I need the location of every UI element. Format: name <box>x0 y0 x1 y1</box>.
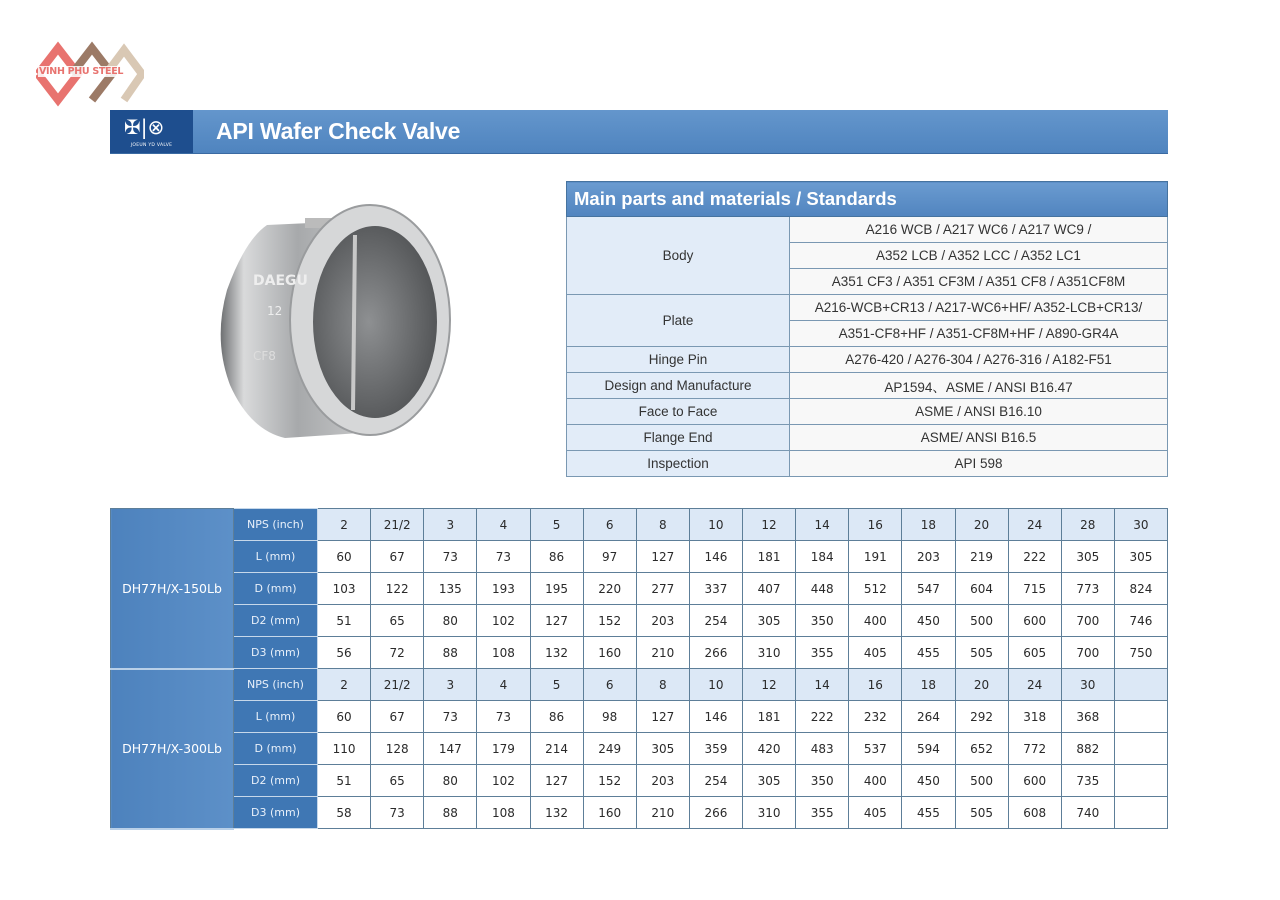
material-spec: AP1594、ASME / ANSI B16.47 <box>790 373 1168 399</box>
material-spec: ASME / ANSI B16.10 <box>790 399 1168 425</box>
dimension-cell: 773 <box>1061 573 1114 605</box>
dimension-cell: 146 <box>689 541 742 573</box>
brand-emblem-icon: ✠|⊗ <box>124 115 165 139</box>
dimension-cell: 12 <box>743 509 796 541</box>
dimension-cell: 12 <box>743 669 796 701</box>
dimension-cell: 420 <box>743 733 796 765</box>
material-part-label: Inspection <box>567 451 790 477</box>
dimension-cell: 359 <box>689 733 742 765</box>
dimension-cell: 355 <box>796 637 849 669</box>
dimension-cell: 735 <box>1061 765 1114 797</box>
materials-row <box>567 373 1168 399</box>
dimension-cell: 60 <box>318 701 371 733</box>
title-banner <box>110 110 1168 154</box>
dimension-cell: 102 <box>477 605 530 637</box>
model-label: DH77H/X-150Lb <box>111 509 234 669</box>
row-label: D (mm) <box>234 733 318 765</box>
dimension-cell: 700 <box>1061 637 1114 669</box>
dimension-cell: 30 <box>1061 669 1114 701</box>
dimension-cell: 146 <box>689 701 742 733</box>
materials-row <box>567 347 1168 373</box>
dimension-cell: 455 <box>902 797 955 829</box>
dimension-cell: 181 <box>743 701 796 733</box>
dimension-cell: 203 <box>636 765 689 797</box>
dimension-row <box>111 797 1168 829</box>
dimension-cell: 147 <box>424 733 477 765</box>
dimension-cell: 102 <box>477 765 530 797</box>
dimension-cell: 181 <box>743 541 796 573</box>
dimension-cell <box>1114 701 1167 733</box>
row-label: D2 (mm) <box>234 605 318 637</box>
dimension-cell: 350 <box>796 765 849 797</box>
dimension-cell: 110 <box>318 733 371 765</box>
dimension-cell: 337 <box>689 573 742 605</box>
dimension-cell: 210 <box>636 797 689 829</box>
dimension-cell: 455 <box>902 637 955 669</box>
nps-row <box>111 509 1168 541</box>
dimension-cell: 30 <box>1114 509 1167 541</box>
dimension-cell: 80 <box>424 765 477 797</box>
dimension-cell: 500 <box>955 765 1008 797</box>
dimension-cell: 824 <box>1114 573 1167 605</box>
dimension-cell: 355 <box>796 797 849 829</box>
dimension-cell: 135 <box>424 573 477 605</box>
dimension-cell: 882 <box>1061 733 1114 765</box>
dimension-cell: 160 <box>583 637 636 669</box>
dimension-cell: 400 <box>849 765 902 797</box>
material-part-label: Plate <box>567 295 790 347</box>
materials-row <box>567 295 1168 321</box>
dimension-cell: 407 <box>743 573 796 605</box>
dimension-cell: 310 <box>743 797 796 829</box>
material-spec: A351 CF3 / A351 CF3M / A351 CF8 / A351CF8M <box>790 269 1168 295</box>
dimension-cell: 350 <box>796 605 849 637</box>
dimension-cell: 179 <box>477 733 530 765</box>
dimension-cell: 254 <box>689 605 742 637</box>
dimension-cell <box>1114 733 1167 765</box>
dimension-cell: 6 <box>583 509 636 541</box>
dimension-row <box>111 637 1168 669</box>
dimension-cell: 715 <box>1008 573 1061 605</box>
dimension-cell: 51 <box>318 765 371 797</box>
dimension-cell: 2 <box>318 669 371 701</box>
dimension-cell: 73 <box>477 541 530 573</box>
row-label: D (mm) <box>234 573 318 605</box>
dimension-cell: 14 <box>796 669 849 701</box>
dimension-cell: 10 <box>689 509 742 541</box>
dimension-cell: 20 <box>955 669 1008 701</box>
dimension-cell: 51 <box>318 605 371 637</box>
dimension-cell: 24 <box>1008 669 1061 701</box>
dimension-cell: 305 <box>743 765 796 797</box>
dimension-cell: 305 <box>636 733 689 765</box>
dimension-cell: 73 <box>477 701 530 733</box>
dimension-cell: 219 <box>955 541 1008 573</box>
dimension-table <box>110 508 1168 830</box>
dimension-cell: 652 <box>955 733 1008 765</box>
dimension-cell: 28 <box>1061 509 1114 541</box>
dimension-cell: 222 <box>1008 541 1061 573</box>
svg-text:12: 12 <box>267 304 283 318</box>
dimension-cell: 547 <box>902 573 955 605</box>
material-part-label: Design and Manufacture <box>567 373 790 399</box>
dimension-cell: 127 <box>530 765 583 797</box>
dimension-cell <box>1114 765 1167 797</box>
row-label: L (mm) <box>234 701 318 733</box>
materials-table-title: Main parts and materials / Standards <box>567 182 1168 217</box>
dimension-row <box>111 765 1168 797</box>
dimension-cell: 97 <box>583 541 636 573</box>
nps-row <box>111 669 1168 701</box>
dimension-cell: 310 <box>743 637 796 669</box>
dimension-cell: 750 <box>1114 637 1167 669</box>
dimension-cell: 127 <box>636 541 689 573</box>
dimension-cell: 160 <box>583 797 636 829</box>
dimension-cell: 73 <box>424 701 477 733</box>
dimension-cell: 88 <box>424 637 477 669</box>
row-label: D3 (mm) <box>234 637 318 669</box>
dimension-cell: 4 <box>477 669 530 701</box>
logo-text: VINH PHU STEEL <box>39 66 124 77</box>
dimension-cell: 608 <box>1008 797 1061 829</box>
dimension-cell: 16 <box>849 669 902 701</box>
dimension-cell: 80 <box>424 605 477 637</box>
dimension-cell: 195 <box>530 573 583 605</box>
dimension-cell: 266 <box>689 637 742 669</box>
dimension-cell: 65 <box>371 765 424 797</box>
dimension-cell: 72 <box>371 637 424 669</box>
dimension-cell: 594 <box>902 733 955 765</box>
dimension-cell: 86 <box>530 541 583 573</box>
dimension-cell: 214 <box>530 733 583 765</box>
dimension-cell: 5 <box>530 509 583 541</box>
dimension-cell: 24 <box>1008 509 1061 541</box>
page-title: API Wafer Check Valve <box>216 118 461 144</box>
model-label: DH77H/X-300Lb <box>111 669 234 829</box>
material-part-label: Flange End <box>567 425 790 451</box>
dimension-cell: 56 <box>318 637 371 669</box>
dimension-cell: 600 <box>1008 765 1061 797</box>
dimension-cell: 127 <box>530 605 583 637</box>
dimension-cell: 740 <box>1061 797 1114 829</box>
material-spec: A352 LCB / A352 LCC / A352 LC1 <box>790 243 1168 269</box>
material-spec: ASME/ ANSI B16.5 <box>790 425 1168 451</box>
dimension-row <box>111 573 1168 605</box>
dimension-cell: 512 <box>849 573 902 605</box>
dimension-cell: 264 <box>902 701 955 733</box>
dimension-cell: 191 <box>849 541 902 573</box>
dimension-cell: 3 <box>424 669 477 701</box>
dimension-row <box>111 701 1168 733</box>
material-spec: A216 WCB / A217 WC6 / A217 WC9 / <box>790 217 1168 243</box>
svg-text:CF8: CF8 <box>253 349 276 363</box>
dimension-cell: 450 <box>902 765 955 797</box>
dimension-cell <box>1114 797 1167 829</box>
row-label: NPS (inch) <box>234 509 318 541</box>
dimension-cell: 18 <box>902 509 955 541</box>
dimension-cell: 132 <box>530 637 583 669</box>
dimension-cell: 5 <box>530 669 583 701</box>
row-label: D3 (mm) <box>234 797 318 829</box>
dimension-cell: 772 <box>1008 733 1061 765</box>
dimension-cell: 249 <box>583 733 636 765</box>
dimension-cell: 210 <box>636 637 689 669</box>
dimension-row <box>111 605 1168 637</box>
dimension-cell: 220 <box>583 573 636 605</box>
dimension-cell: 18 <box>902 669 955 701</box>
material-spec: A351-CF8+HF / A351-CF8M+HF / A890-GR4A <box>790 321 1168 347</box>
dimension-row <box>111 733 1168 765</box>
dimension-cell: 4 <box>477 509 530 541</box>
material-part-label: Hinge Pin <box>567 347 790 373</box>
dimension-cell: 605 <box>1008 637 1061 669</box>
dimension-cell: 6 <box>583 669 636 701</box>
dimension-cell: 232 <box>849 701 902 733</box>
dimension-cell: 108 <box>477 637 530 669</box>
dimension-cell: 127 <box>636 701 689 733</box>
dimension-cell: 600 <box>1008 605 1061 637</box>
dimension-cell: 58 <box>318 797 371 829</box>
row-label: D2 (mm) <box>234 765 318 797</box>
dimension-cell: 73 <box>371 797 424 829</box>
materials-row <box>567 425 1168 451</box>
dimension-cell: 86 <box>530 701 583 733</box>
svg-text:DAEGU: DAEGU <box>253 273 308 289</box>
material-part-label: Face to Face <box>567 399 790 425</box>
dimension-cell: 10 <box>689 669 742 701</box>
material-spec: A276-420 / A276-304 / A276-316 / A182-F51 <box>790 347 1168 373</box>
dimension-cell: 450 <box>902 605 955 637</box>
dimension-cell: 266 <box>689 797 742 829</box>
dimension-cell: 193 <box>477 573 530 605</box>
dimension-cell: 700 <box>1061 605 1114 637</box>
dimension-cell: 21/2 <box>371 509 424 541</box>
dimension-cell: 483 <box>796 733 849 765</box>
material-part-label: Body <box>567 217 790 295</box>
dimension-cell: 98 <box>583 701 636 733</box>
dimension-cell: 103 <box>318 573 371 605</box>
dimension-cell: 14 <box>796 509 849 541</box>
dimension-cell: 405 <box>849 637 902 669</box>
dimension-cell: 60 <box>318 541 371 573</box>
dimension-cell: 746 <box>1114 605 1167 637</box>
materials-row <box>567 451 1168 477</box>
materials-row <box>567 399 1168 425</box>
dimension-cell: 21/2 <box>371 669 424 701</box>
dimension-cell: 254 <box>689 765 742 797</box>
dimension-cell: 184 <box>796 541 849 573</box>
dimension-cell: 152 <box>583 605 636 637</box>
dimension-cell: 128 <box>371 733 424 765</box>
dimension-cell: 292 <box>955 701 1008 733</box>
dimension-cell: 203 <box>902 541 955 573</box>
dimension-cell: 20 <box>955 509 1008 541</box>
dimension-cell: 448 <box>796 573 849 605</box>
dimension-cell: 122 <box>371 573 424 605</box>
dimension-cell: 305 <box>1114 541 1167 573</box>
dimension-cell: 368 <box>1061 701 1114 733</box>
dimension-cell: 604 <box>955 573 1008 605</box>
dimension-cell: 305 <box>1061 541 1114 573</box>
dimension-cell: 305 <box>743 605 796 637</box>
dimension-cell: 537 <box>849 733 902 765</box>
dimension-cell: 505 <box>955 637 1008 669</box>
dimension-cell: 88 <box>424 797 477 829</box>
dimension-cell: 152 <box>583 765 636 797</box>
materials-row <box>567 217 1168 243</box>
material-spec: A216-WCB+CR13 / A217-WC6+HF/ A352-LCB+CR13/ <box>790 295 1168 321</box>
dimension-cell: 8 <box>636 669 689 701</box>
dimension-cell: 108 <box>477 797 530 829</box>
dimension-cell: 67 <box>371 701 424 733</box>
dimension-cell: 3 <box>424 509 477 541</box>
row-label: L (mm) <box>234 541 318 573</box>
valve-image <box>205 180 465 450</box>
dimension-cell: 132 <box>530 797 583 829</box>
row-label: NPS (inch) <box>234 669 318 701</box>
brand-subtitle: JOEUN YD VALVE <box>130 143 173 148</box>
dimension-cell: 405 <box>849 797 902 829</box>
dimension-cell: 505 <box>955 797 1008 829</box>
dimension-row <box>111 541 1168 573</box>
dimension-cell: 2 <box>318 509 371 541</box>
material-spec: API 598 <box>790 451 1168 477</box>
dimension-cell <box>1114 669 1167 701</box>
dimension-cell: 16 <box>849 509 902 541</box>
materials-table <box>566 181 1168 477</box>
dimension-cell: 277 <box>636 573 689 605</box>
dimension-cell: 8 <box>636 509 689 541</box>
dimension-cell: 500 <box>955 605 1008 637</box>
dimension-cell: 203 <box>636 605 689 637</box>
dimension-cell: 400 <box>849 605 902 637</box>
dimension-cell: 318 <box>1008 701 1061 733</box>
dimension-cell: 222 <box>796 701 849 733</box>
dimension-cell: 73 <box>424 541 477 573</box>
dimension-cell: 65 <box>371 605 424 637</box>
brand-logo <box>110 110 193 153</box>
dimension-cell: 67 <box>371 541 424 573</box>
